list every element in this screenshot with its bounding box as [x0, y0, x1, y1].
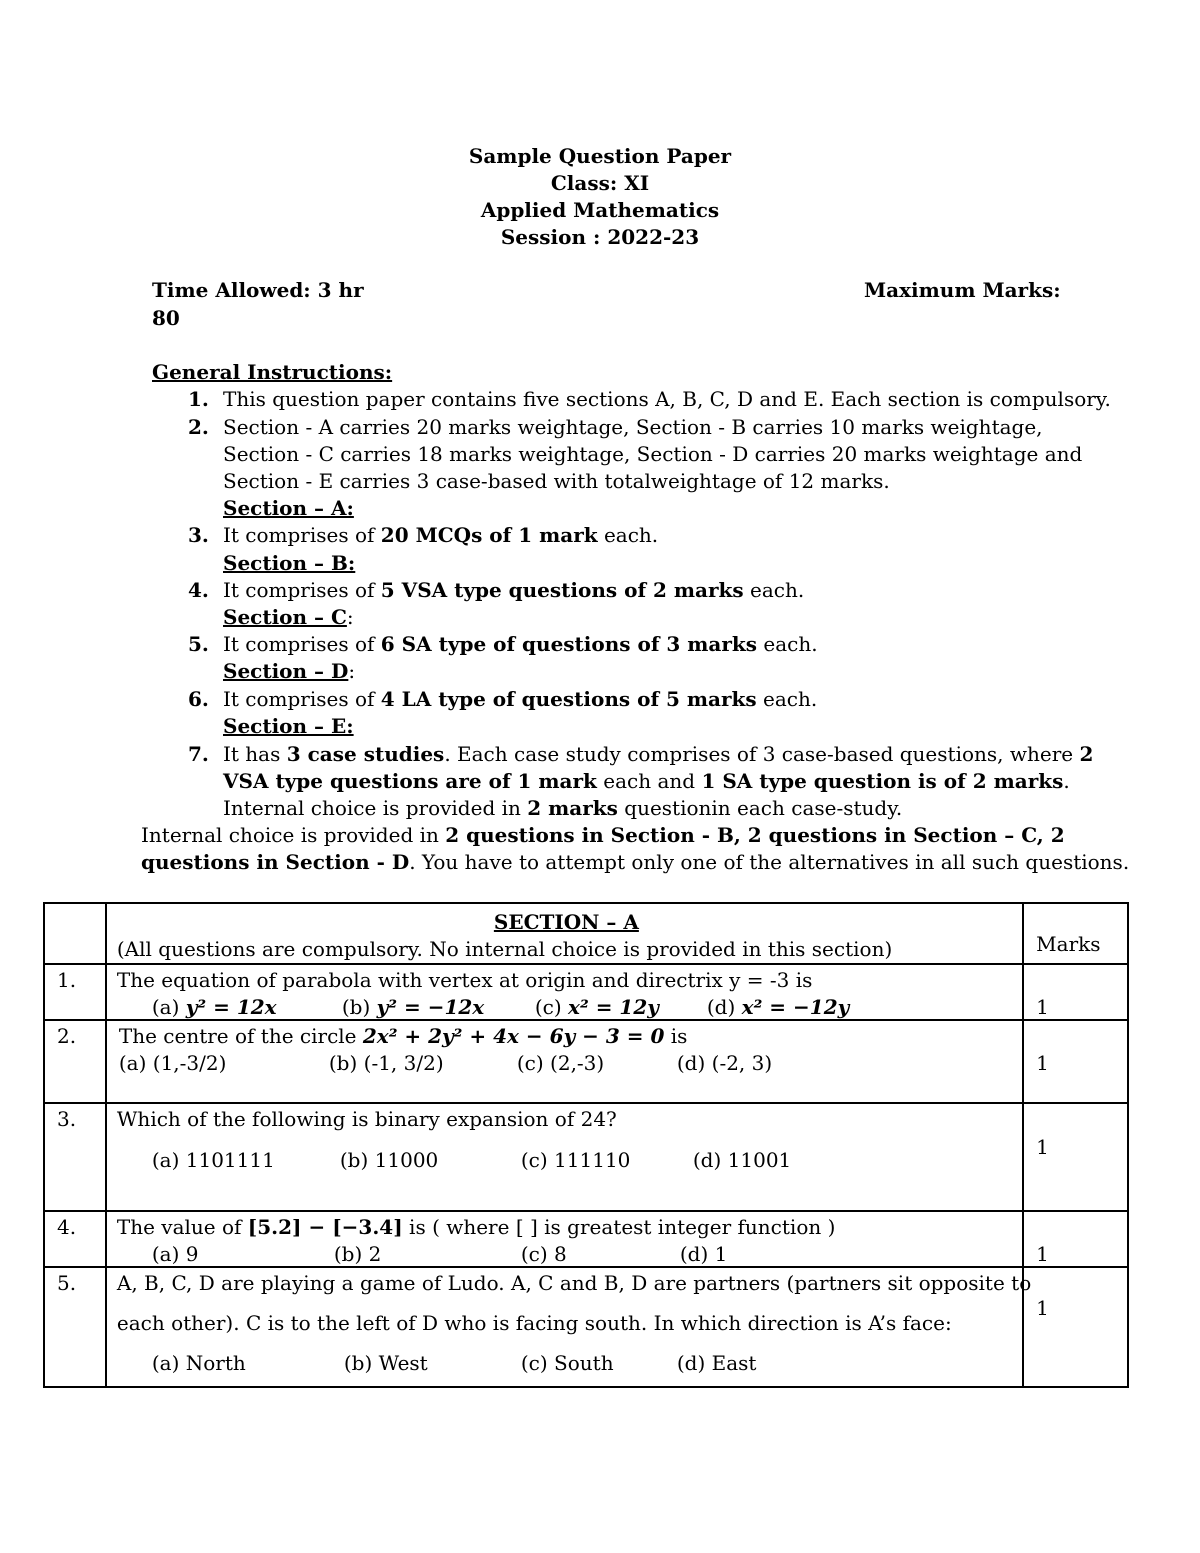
question-text: The centre of the circle 2x² + 2y² + 4x − 6y − 3 = 0 is [118, 1024, 688, 1048]
table-row [44, 1211, 1128, 1267]
option-a: (a) 1101111 [151, 1148, 275, 1172]
option-a: (a) y² = 12x [151, 995, 277, 1019]
option-c: (c) (2,-3) [516, 1051, 605, 1075]
question-text: A, B, C, D are playing a game of Ludo. A, C and B, D are partners (partners sit opposite to [116, 1271, 1032, 1295]
section-e-heading: Section – E: [223, 714, 354, 738]
question-marks: 1 [1036, 1051, 1049, 1075]
section-b-heading: Section – B: [223, 551, 356, 575]
section-a-note: (All questions are compulsory. No internal choice is provided in this section) [116, 937, 893, 961]
option-b: (b) West [343, 1351, 428, 1375]
question-number: 2. [57, 1024, 77, 1048]
option-c: (c) 8 [520, 1242, 567, 1266]
table-row [44, 1103, 1128, 1211]
question-marks: 1 [1036, 1242, 1049, 1266]
instruction-line: Internal choice is provided in 2 marks questionin each case-study. [223, 796, 903, 820]
internal-choice-note: questions in Section - D. You have to attempt only one of the alternatives in all such questions. [141, 850, 1130, 874]
question-number: 4. [57, 1215, 77, 1239]
question-text: each other). C is to the left of D who is facing south. In which direction is A’s face: [116, 1311, 952, 1335]
option-b: (b) (-1, 3/2) [328, 1051, 444, 1075]
section-a-heading: Section – A: [223, 496, 354, 520]
section-d-heading: Section – D: [223, 659, 356, 683]
question-marks: 1 [1036, 995, 1049, 1019]
question-text: Which of the following is binary expansion of 24? [116, 1107, 617, 1131]
section-c-heading: Section – C: [223, 605, 354, 629]
instructions-title: General Instructions: [152, 360, 393, 384]
option-c: (c) South [520, 1351, 614, 1375]
question-marks: 1 [1036, 1296, 1049, 1320]
option-c: (c) x² = 12y [534, 995, 659, 1019]
max-marks-label: Maximum Marks: [864, 278, 1061, 302]
instruction-line: VSA type questions are of 1 mark each and 1 SA type question is of 2 marks. [223, 769, 1070, 793]
question-text: The equation of parabola with vertex at origin and directrix y = -3 is [116, 968, 813, 992]
table-row [44, 1267, 1128, 1387]
option-b: (b) 2 [333, 1242, 382, 1266]
option-c: (c) 111110 [520, 1148, 631, 1172]
option-d: (d) (-2, 3) [676, 1051, 773, 1075]
option-d: (d) 11001 [692, 1148, 792, 1172]
table-row [44, 1020, 1128, 1103]
session-label: Session : 2022-23 [500, 225, 700, 249]
subject-label: Applied Mathematics [480, 198, 720, 222]
question-number: 3. [57, 1107, 77, 1131]
table-row [44, 964, 1128, 1020]
option-d: (d) 1 [679, 1242, 728, 1266]
question-text: The value of [5.2] − [−3.4] is ( where [ ] is greatest integer function ) [116, 1215, 836, 1239]
option-b: (b) 11000 [339, 1148, 439, 1172]
question-number: 1. [57, 968, 77, 992]
marks-header: Marks [1036, 932, 1101, 956]
option-d: (d) East [676, 1351, 757, 1375]
time-allowed: Time Allowed: 3 hr [152, 278, 364, 302]
section-a-title: SECTION – A [493, 910, 639, 934]
question-number: 5. [57, 1271, 77, 1295]
question-marks: 1 [1036, 1135, 1049, 1159]
option-a: (a) North [151, 1351, 246, 1375]
option-a: (a) 9 [151, 1242, 199, 1266]
max-marks-value: 80 [152, 306, 180, 330]
internal-choice-note: Internal choice is provided in 2 questions in Section - B, 2 questions in Section – C, 2 [141, 823, 1065, 847]
class-label: Class: XI [550, 171, 650, 195]
instruction-line: Section - E carries 3 case-based with totalweightage of 12 marks. [223, 469, 890, 493]
instruction-line: Section - C carries 18 marks weightage, Section - D carries 20 marks weightage and [223, 442, 1083, 466]
section-a-table [43, 902, 1129, 1388]
paper-title: Sample Question Paper [468, 144, 732, 168]
table-header-row [44, 903, 1128, 964]
option-d: (d) x² = −12y [706, 995, 850, 1019]
option-b: (b) y² = −12x [341, 995, 485, 1019]
option-a: (a) (1,-3/2) [118, 1051, 227, 1075]
